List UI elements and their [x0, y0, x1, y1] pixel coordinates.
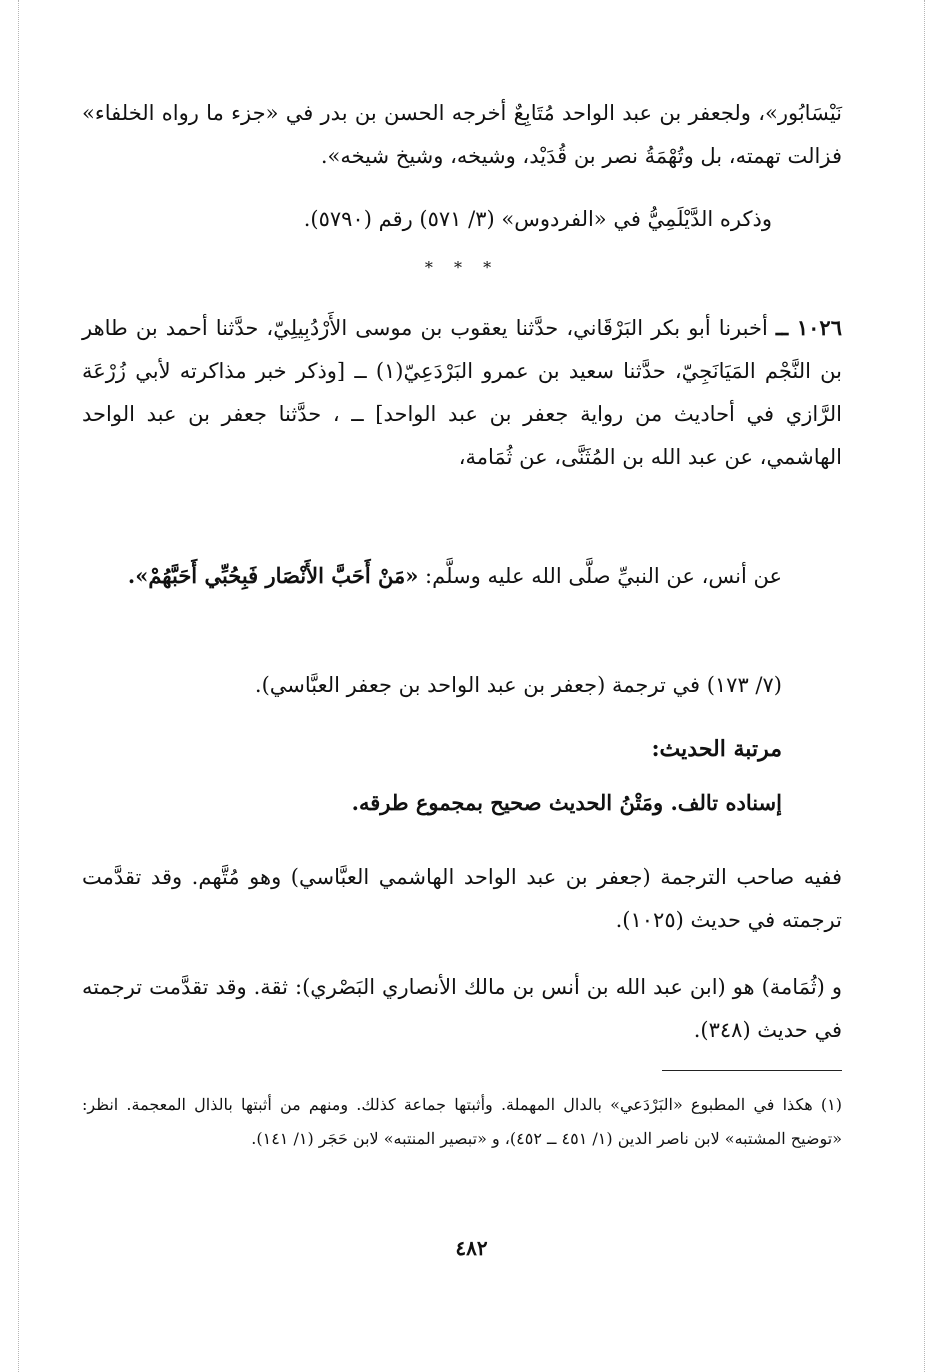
scan-margin-dots	[924, 0, 925, 1372]
hadith-grade: إسناده تالف. ومَتْنُ الحديث صحيح بمجموع طرقه.	[351, 790, 782, 815]
paragraph-continuation: نَيْسَابُور»، ولجعفر بن عبد الواحد مُتَابِعٌ أخرجه الحسن بن بدر في «جزء ما رواه الخلفاء» فزالت تهمته، بل وتُهْمَةُ نصر بن قُدَيْد، وشيخه، وشيخ شيخه».	[82, 101, 842, 168]
footnote: (١) هكذا في المطبوع «البَرْدَعي» بالدال المهملة. وأثبتها جماعة كذلك. ومنهم من أثبتها بالذال المعجمة. انظر: «توضيح المشتبه» لابن ناصر الدين (١/ ٤٥١ ــ ٤٥٢)، و «تبصير المنتبه» لابن حَجَر (١/ ١٤١).	[82, 1095, 842, 1148]
source-reference: (٧/ ١٧٣) في ترجمة (جعفر بن عبد الواحد بن جعفر العبَّاسي).	[254, 673, 782, 697]
hadith-number: ١٠٢٦ ــ	[775, 315, 842, 340]
scan-margin-dots	[18, 0, 19, 1372]
footnote-divider	[662, 1070, 842, 1071]
matn-prefix: عن أنس، عن النبيِّ صلَّى الله عليه وسلَّم:	[425, 564, 782, 588]
hadith-1026	[82, 306, 842, 479]
paragraph-narrator-thumama: و (ثُمَامة) هو (ابن عبد الله بن أنس بن مالك الأنصاري البَصْري): ثقة. وقد تقدَّمت ترجمته في حديث (٣٤٨).	[82, 975, 842, 1042]
paragraph-narrator-jafar: ففيه صاحب الترجمة (جعفر بن عبد الواحد الهاشمي العبَّاسي) وهو مُتَّهم. وقد تقدَّمت ترجمته في حديث (١٠٢٥).	[82, 865, 842, 932]
page-number: ٤٨٢	[455, 1236, 488, 1260]
matn-quote: «مَنْ أَحَبَّ الأَنْصَار فَبِحُبِّي أَحَبَّهُمْ».	[127, 563, 419, 588]
hadith-isnad: أخبرنا أبو بكر البَرْقَاني، حدَّثنا يعقوب بن موسى الأَرْدُبِيلِيّ، حدَّثنا أحمد بن طاهر بن النَّجْم المَيَانَجِيّ، حدَّثنا سعيد بن عمرو البَرْدَعِيّ(١) ــ [وذكر خبر مذاكرته لأبي زُرْعَة الرَّازي في أحاديث من رواية جعفر بن عبد الواحد] ــ ، حدَّثنا جعفر بن عبد الواحد الهاشمي، عن عبد الله بن المُثَنَّى، عن ثُمَامة،	[82, 316, 842, 469]
section-separator: * * *	[424, 258, 500, 277]
hadith-matn	[82, 554, 842, 598]
paragraph-daylami: وذكره الدَّيْلَمِيُّ في «الفردوس» (٣/ ٥٧١) رقم (٥٧٩٠).	[303, 207, 772, 231]
section-heading: مرتبة الحديث:	[651, 736, 782, 762]
